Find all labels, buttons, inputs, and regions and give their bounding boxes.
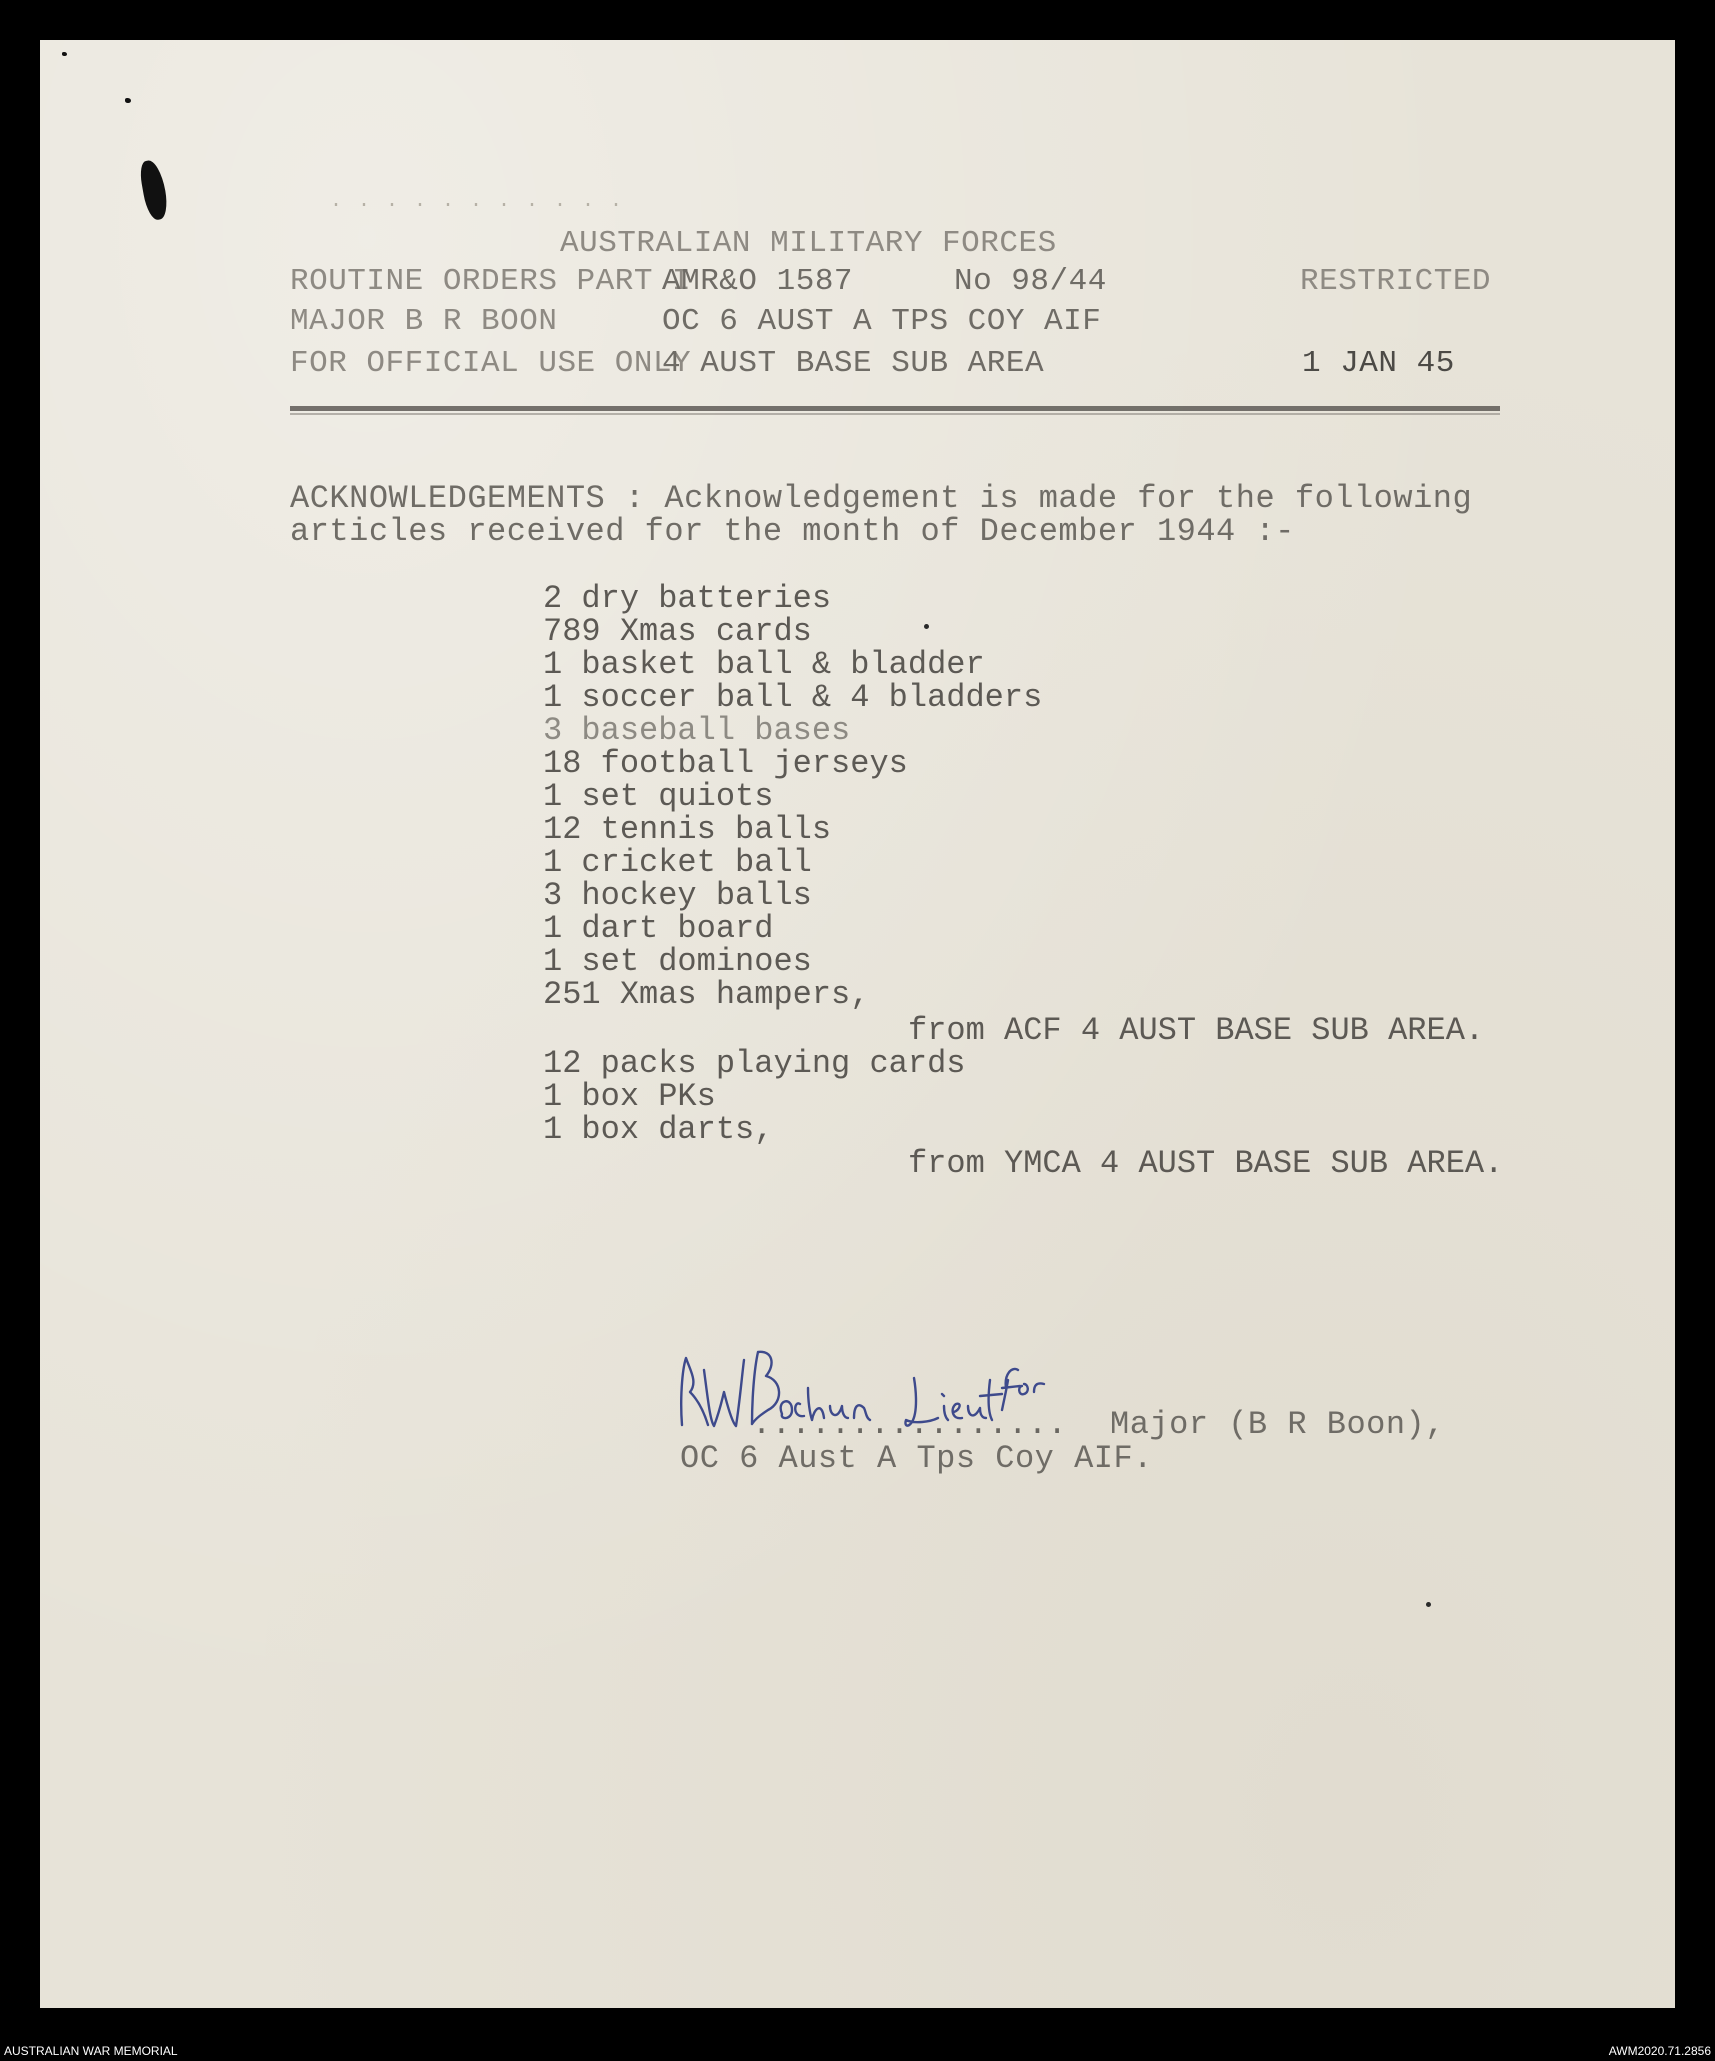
body-intro-line-1: ACKNOWLEDGEMENTS : Acknowledgement is made for the following bbox=[290, 480, 1473, 517]
paper-tear-mark-small bbox=[62, 52, 67, 56]
source-acf: from ACF 4 AUST BASE SUB AREA. bbox=[908, 1012, 1485, 1049]
list-item: 251 Xmas hampers, bbox=[543, 976, 870, 1013]
list-item: 1 soccer ball & 4 bladders bbox=[543, 679, 1043, 716]
list-item: 1 dart board bbox=[543, 910, 774, 947]
list-item: 2 dry batteries bbox=[543, 580, 832, 617]
body-intro-line-2: articles received for the month of December 1944 :- bbox=[290, 513, 1295, 550]
header-commander: MAJOR B R BOON bbox=[290, 304, 558, 339]
faint-dotted-mark: . . . . . . . . . . . bbox=[330, 190, 625, 213]
header-divider bbox=[290, 406, 1500, 411]
header-area: 4 AUST BASE SUB AREA bbox=[662, 346, 1045, 381]
list-item: 3 baseball bases bbox=[543, 712, 851, 749]
signatory-name: Major (B R Boon), bbox=[1110, 1406, 1445, 1443]
archive-footer-right: AWM2020.71.2856 bbox=[1608, 2044, 1711, 2058]
header-routine-orders: ROUTINE ORDERS PART I bbox=[290, 264, 692, 299]
paper-tear-mark bbox=[138, 159, 170, 222]
list-item: 789 Xmas cards bbox=[543, 613, 812, 650]
header-classification: RESTRICTED bbox=[1300, 264, 1492, 299]
list-item: 18 football jerseys bbox=[543, 745, 908, 782]
header-order-ref: AMR&O 1587 bbox=[662, 264, 854, 299]
header-title: AUSTRALIAN MILITARY FORCES bbox=[560, 226, 1057, 261]
paper-speck bbox=[924, 624, 929, 629]
list-item: 3 hockey balls bbox=[543, 877, 812, 914]
header-unit: OC 6 AUST A TPS COY AIF bbox=[662, 304, 1102, 339]
header-date: 1 JAN 45 bbox=[1302, 346, 1455, 381]
signatory-unit: OC 6 Aust A Tps Coy AIF. bbox=[680, 1440, 1153, 1477]
header-official-use: FOR OFFICIAL USE ONLY bbox=[290, 346, 692, 381]
header-order-number: No 98/44 bbox=[954, 264, 1107, 299]
list-item: 1 basket ball & bladder bbox=[543, 646, 985, 683]
list-item: 1 set dominoes bbox=[543, 943, 812, 980]
source-ymca: from YMCA 4 AUST BASE SUB AREA. bbox=[908, 1145, 1504, 1182]
list-item: 1 cricket ball bbox=[543, 844, 812, 881]
paper-tear-mark-small bbox=[125, 98, 131, 103]
list-item: 1 box PKs bbox=[543, 1078, 716, 1115]
document-page bbox=[40, 40, 1675, 2008]
list-item: 1 box darts, bbox=[543, 1111, 774, 1148]
archive-footer-left: AUSTRALIAN WAR MEMORIAL bbox=[4, 2044, 178, 2058]
header-divider-shadow bbox=[290, 413, 1500, 415]
list-item: 12 packs playing cards bbox=[543, 1045, 966, 1082]
paper-speck bbox=[1426, 1602, 1431, 1607]
list-item: 1 set quiots bbox=[543, 778, 774, 815]
list-item: 12 tennis balls bbox=[543, 811, 832, 848]
signature-dots: ................ bbox=[752, 1406, 1068, 1443]
